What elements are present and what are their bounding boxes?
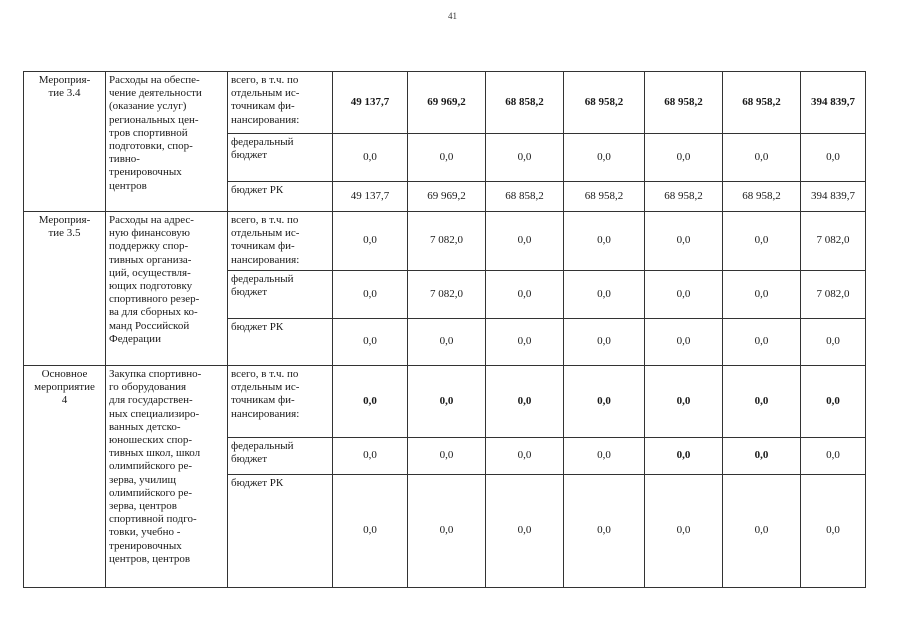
event-title-cell (106, 366, 228, 588)
funding-source-cell (228, 72, 333, 134)
value-cell: 68 958,2 (723, 182, 801, 212)
value-cell: 7 082,0 (801, 212, 866, 271)
value-cell: 0,0 (333, 134, 408, 182)
event-title: Расходы на обеспе- чение деятельности (оказание услуг) региональных цен- тров спортивной подготовки, спор- тивно- тренировочных центров (109, 74, 202, 192)
value-cell: 0,0 (723, 475, 801, 588)
value-cell: 0,0 (564, 271, 645, 319)
value-cell: 7 082,0 (801, 271, 866, 319)
funding-source-cell (228, 366, 333, 438)
value-cell: 0,0 (645, 212, 723, 271)
event-label: Мероприя- тие 3.5 (38, 214, 91, 240)
value-cell: 0,0 (333, 366, 408, 438)
value-cell: 7 082,0 (408, 271, 486, 319)
value-cell: 68 958,2 (645, 72, 723, 134)
event-title: Закупка спортивно- го оборудования для государствен- ных специализиро- ванных детско- юношеских спор- тивных школ, школ олимпийского ре- зерва, училищ олимпийского ре- зерва, центров спортивной подго- товки, учебно - тренировочных центров, центров (109, 368, 202, 565)
value-cell: 0,0 (486, 134, 564, 182)
value-cell: 0,0 (723, 366, 801, 438)
value-cell: 0,0 (486, 366, 564, 438)
value-cell: 394 839,7 (801, 182, 866, 212)
funding-source: бюджет РК (231, 184, 284, 196)
value-cell: 0,0 (723, 212, 801, 271)
value-cell: 0,0 (723, 134, 801, 182)
funding-source-cell (228, 438, 333, 475)
value-cell: 0,0 (645, 319, 723, 366)
value-cell: 0,0 (564, 319, 645, 366)
value-cell: 0,0 (486, 475, 564, 588)
event-label: Основное мероприятие 4 (34, 368, 95, 407)
value-cell: 0,0 (801, 319, 866, 366)
value-cell: 49 137,7 (333, 182, 408, 212)
value-cell: 68 858,2 (486, 72, 564, 134)
funding-source-cell (228, 134, 333, 182)
event-label-cell (24, 72, 106, 212)
value-cell: 394 839,7 (801, 72, 866, 134)
value-cell: 0,0 (564, 366, 645, 438)
value-cell: 0,0 (486, 271, 564, 319)
budget-table (23, 71, 866, 588)
value-cell: 0,0 (408, 134, 486, 182)
funding-source-cell (228, 271, 333, 319)
value-cell: 0,0 (564, 475, 645, 588)
value-cell: 0,0 (645, 271, 723, 319)
value-cell: 68 958,2 (564, 72, 645, 134)
value-cell: 0,0 (564, 212, 645, 271)
value-cell: 0,0 (333, 319, 408, 366)
value-cell: 0,0 (486, 438, 564, 475)
funding-source: федеральный бюджет (231, 440, 294, 466)
event-title-cell (106, 72, 228, 212)
event-label-cell (24, 366, 106, 588)
page-number: 41 (448, 11, 457, 21)
value-cell: 0,0 (723, 438, 801, 475)
event-title: Расходы на адрес- ную финансовую поддержку спор- тивных организа- ций, осуществля- ющих подготовку спортивного резер- ва для сборных ко- манд Российской Федерации (109, 214, 200, 345)
funding-source: всего, в т.ч. по отдельным ис- точникам фи- нансирования: (231, 368, 300, 420)
value-cell: 0,0 (486, 319, 564, 366)
value-cell: 0,0 (408, 366, 486, 438)
funding-source: всего, в т.ч. по отдельным ис- точникам фи- нансирования: (231, 74, 300, 126)
value-cell: 0,0 (333, 271, 408, 319)
value-cell: 0,0 (723, 271, 801, 319)
funding-source-cell (228, 212, 333, 271)
value-cell: 0,0 (645, 438, 723, 475)
value-cell: 69 969,2 (408, 72, 486, 134)
funding-source: бюджет РК (231, 321, 284, 333)
value-cell: 0,0 (801, 475, 866, 588)
funding-source: федеральный бюджет (231, 136, 294, 162)
value-cell: 0,0 (486, 212, 564, 271)
value-cell: 0,0 (801, 366, 866, 438)
value-cell: 69 969,2 (408, 182, 486, 212)
funding-source-cell (228, 475, 333, 588)
value-cell: 0,0 (801, 438, 866, 475)
value-cell: 68 958,2 (645, 182, 723, 212)
value-cell: 0,0 (333, 438, 408, 475)
funding-source-cell (228, 319, 333, 366)
value-cell: 0,0 (564, 134, 645, 182)
value-cell: 0,0 (408, 438, 486, 475)
funding-source-cell (228, 182, 333, 212)
table-row (24, 366, 866, 438)
table-row (24, 212, 866, 271)
value-cell: 49 137,7 (333, 72, 408, 134)
value-cell: 0,0 (564, 438, 645, 475)
funding-source: федеральный бюджет (231, 273, 294, 299)
value-cell: 68 958,2 (723, 72, 801, 134)
table-row (24, 72, 866, 134)
event-label-cell (24, 212, 106, 366)
value-cell: 68 958,2 (564, 182, 645, 212)
value-cell: 0,0 (333, 212, 408, 271)
value-cell: 0,0 (408, 475, 486, 588)
value-cell: 7 082,0 (408, 212, 486, 271)
value-cell: 0,0 (333, 475, 408, 588)
value-cell: 0,0 (645, 475, 723, 588)
funding-source: бюджет РК (231, 477, 284, 489)
event-label: Мероприя- тие 3.4 (38, 74, 91, 100)
value-cell: 0,0 (408, 319, 486, 366)
value-cell: 0,0 (645, 134, 723, 182)
value-cell: 0,0 (723, 319, 801, 366)
funding-source: всего, в т.ч. по отдельным ис- точникам фи- нансирования: (231, 214, 300, 266)
value-cell: 0,0 (801, 134, 866, 182)
value-cell: 0,0 (645, 366, 723, 438)
value-cell: 68 858,2 (486, 182, 564, 212)
event-title-cell (106, 212, 228, 366)
